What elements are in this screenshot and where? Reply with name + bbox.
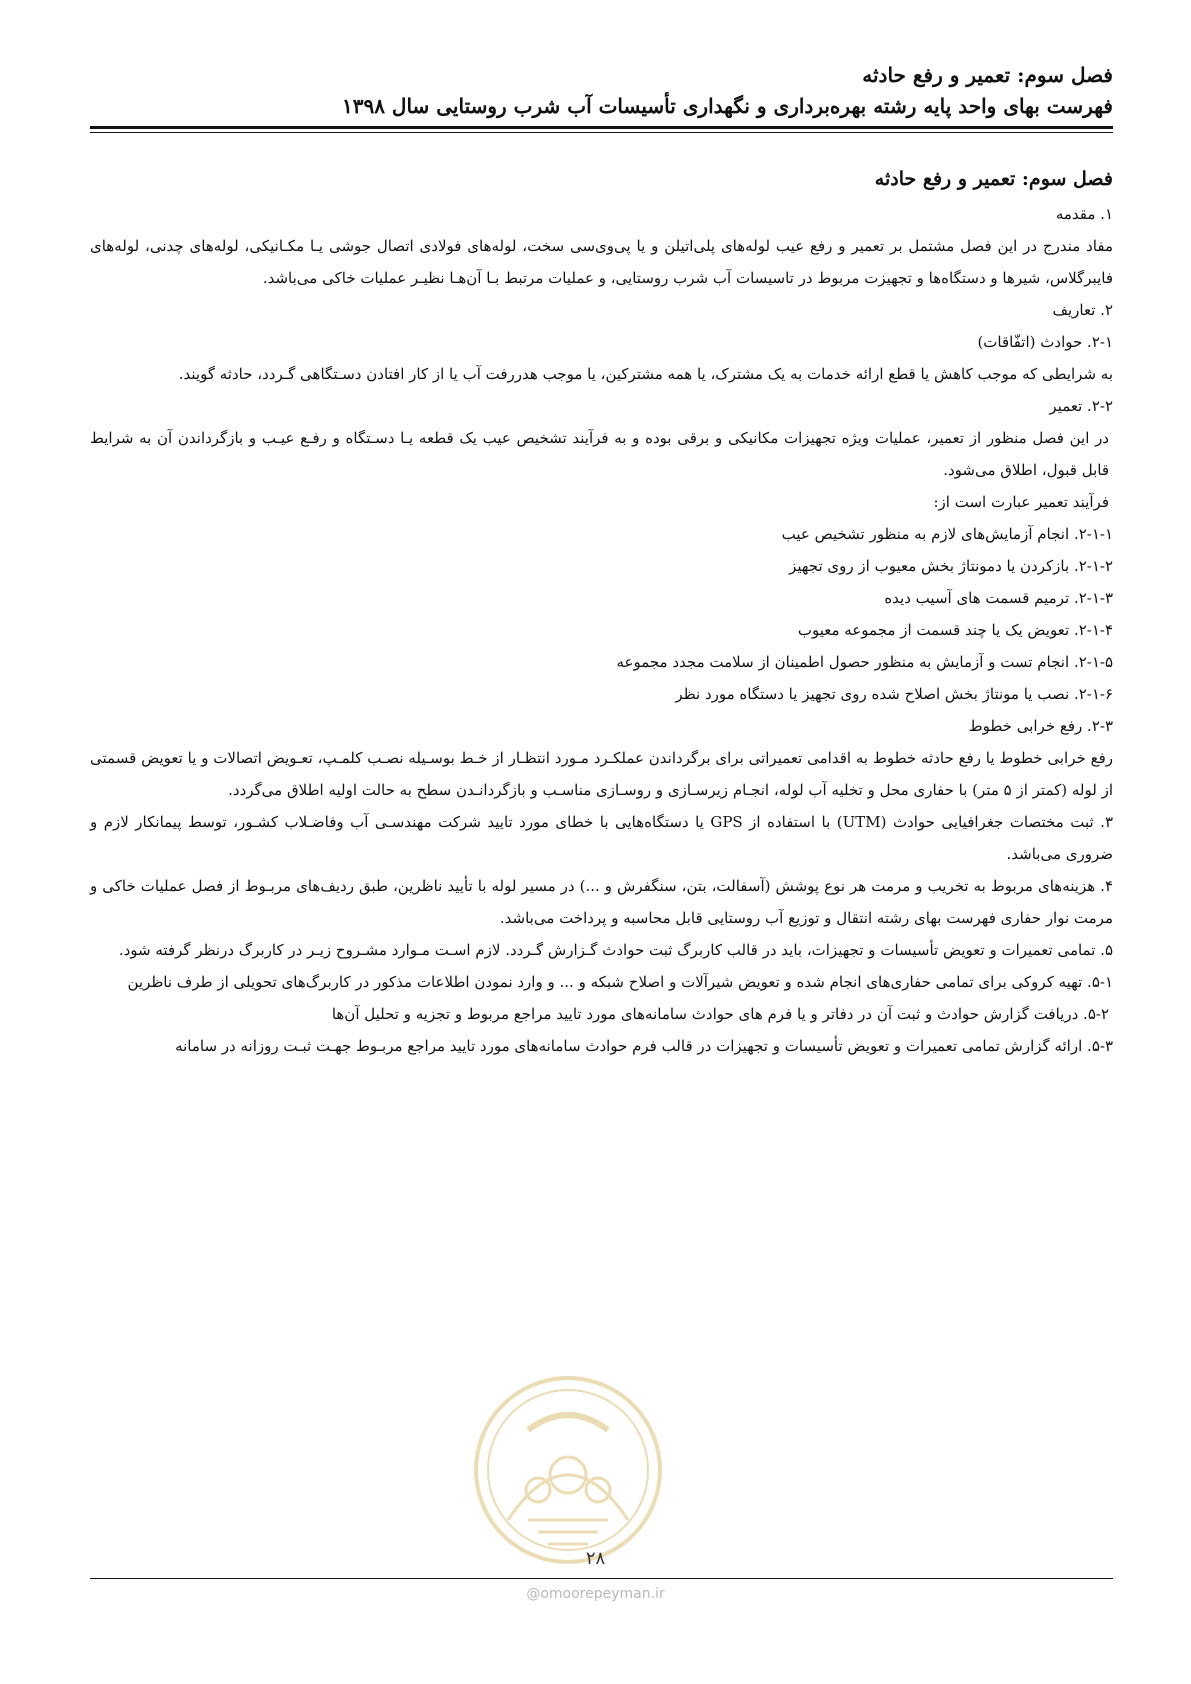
list-item: ۲-۱-۴. تعویض یک یا چند قسمت از مجموعه معیوب <box>797 621 1113 639</box>
paragraph-reporting: ۵. تمامی تعمیرات و تعویض تأسیسات و تجهیزات، باید در قالب کاربرگ ثبت حوادث گـزارش گـردد. لازم اسـت مـوارد مشـروح زیـر در کاربرگ درنظر گرفته شود. <box>118 941 1113 959</box>
heading-incidents: ۲-۱. حوادث (اتفّاقات) <box>977 333 1113 351</box>
heading-repair: ۲-۲. تعمیر <box>1049 397 1113 415</box>
header-divider-thin <box>90 132 1113 133</box>
paragraph-line-repair: رفع خرابی خطوط یا رفع حادثه خطوط به اقدامی تعمیراتی برای برگرداندن عملکـرد مـورد انتظـار از خـط بوسـیله نصـب کلمـپ، تعـویض اتصالات و یا تعویض قسمتی از لوله (کمتر از ۵ متر) با حفاری محل و تخلیه آب لوله، انجـام زیرسـازی و روسـازی مناسـب و بازگردانـدن سطح به حالت اولیه اطلاق می‌گردد. <box>90 749 1113 799</box>
paragraph-introduction: مفاد مندرج در این فصل مشتمل بر تعمیر و رفع عیب لوله‌های پلی‌اتیلن و یا پی‌وی‌سی سخت، لوله‌های فولادی اتصال جوشی یـا مکـانیکی، لوله‌های چدنی، لوله‌های فایبرگلاس، شیرها و دستگاه‌ها و تجهیزت مربوط در تاسیسات آب شرب روستایی، و عملیات مرتبط بـا آن‌هـا نظیـر عملیات خاکی می‌باشد. <box>90 237 1113 287</box>
heading-definitions: ۲. تعاریف <box>1052 301 1113 319</box>
seal-logo-icon <box>468 1370 668 1570</box>
heading-introduction: ۱. مقدمه <box>1055 205 1113 223</box>
header-subtitle: فهرست بهای واحد پایه رشته بهره‌برداری و نگهداری تأسیسات آب شرب روستایی سال ۱۳۹۸ <box>341 94 1113 118</box>
list-item: ۲-۱-۶. نصب یا مونتاژ بخش اصلاح شده روی تجهیز یا دستگاه مورد نظر <box>675 685 1113 703</box>
list-item: ۲-۱-۲. بازکردن یا دمونتاژ بخش معیوب از روی تجهیز <box>789 557 1113 575</box>
section-title: فصل سوم: تعمیر و رفع حادثه <box>874 168 1113 190</box>
footer-divider <box>90 1578 1113 1579</box>
paragraph-sketch: ۵-۱. تهیه کروکی برای تمامی حفاری‌های انجام شده و تعویض شیرآلات و اصلاح شبکه و ... و وارد نمودن اطلاعات مذکور در کاربرگ‌های تحویلی از طرف ناظرین <box>127 973 1113 991</box>
list-item: ۲-۱-۳. ترمیم قسمت های آسیب دیده <box>884 589 1113 607</box>
paragraph-report-submit: ۵-۳. ارائه گزارش تمامی تعمیرات و تعویض تأسیسات و تجهیزات در قالب فرم حوادث سامانه‌های مورد تایید مراجع مربـوط جهـت ثبـت روزانه در سامانه <box>175 1037 1113 1055</box>
footer-watermark-url: @omoorepeyman.ir <box>526 1586 665 1602</box>
paragraph-gps: ۳. ثبت مختصات جغرافیایی حوادث (UTM) با استفاده از GPS یا دستگاه‌هایی با خطای مورد تایید شرکت مهندسـی آب وفاضـلاب کشـور، توسط پیمانکار لازم و ضروری می‌باشد. <box>90 813 1113 863</box>
paragraph-report-receive: ۵-۲. دریافت گزارش حوادث و ثبت آن در دفاتر و یا فرم های حوادث سامانه‌های مورد تایید مراجع مربوط و تجزیه و تحلیل آن‌ها <box>331 1005 1109 1023</box>
list-item: ۲-۱-۱. انجام آزمایش‌های لازم به منظور تشخیص عیب <box>781 525 1113 543</box>
page-number: ۲۸ <box>585 1548 606 1569</box>
list-item: ۲-۱-۵. انجام تست و آزمایش به منظور حصول اطمینان از سلامت مجدد مجموعه <box>616 653 1113 671</box>
header-title: فصل سوم: تعمیر و رفع حادثه <box>862 63 1113 87</box>
paragraph-repair: در این فصل منظور از تعمیر، عملیات ویژه تجهیزات مکانیکی و برقی بوده و به فرآیند تشخیص عیب یک قطعه یـا دسـتگاه و رفـع عیـب و بازگرداندن آن به شرایط قابل قبول، اطلاق می‌شود. <box>90 429 1109 479</box>
document-body <box>90 164 1113 1062</box>
paragraph-incidents: به شرایطی که موجب کاهش یا قطع ارائه خدمات به یک مشترک، یا همه مشترکین، یا موجب هدررفت آب یا از کار افتادن دسـتگاهی گـردد، حادثه گویند. <box>178 365 1113 383</box>
header-divider-thick <box>90 126 1113 129</box>
heading-line-repair: ۲-۳. رفع خرابی خطوط <box>968 717 1113 735</box>
repair-process-intro: فرآیند تعمیر عبارت است از: <box>933 493 1109 511</box>
paragraph-costs: ۴. هزینه‌های مربوط به تخریب و مرمت هر نوع پوشش (آسفالت، بتن، سنگفرش و ...) در مسیر لوله با تأیید ناظرین، طبق ردیف‌های مربـوط از فصل عملیات خاکی و مرمت نوار حفاری فهرست بهای رشته انتقال و توزیع آب روستایی قابل محاسبه و پرداخت می‌باشد. <box>90 877 1113 927</box>
page-header <box>90 60 1113 122</box>
